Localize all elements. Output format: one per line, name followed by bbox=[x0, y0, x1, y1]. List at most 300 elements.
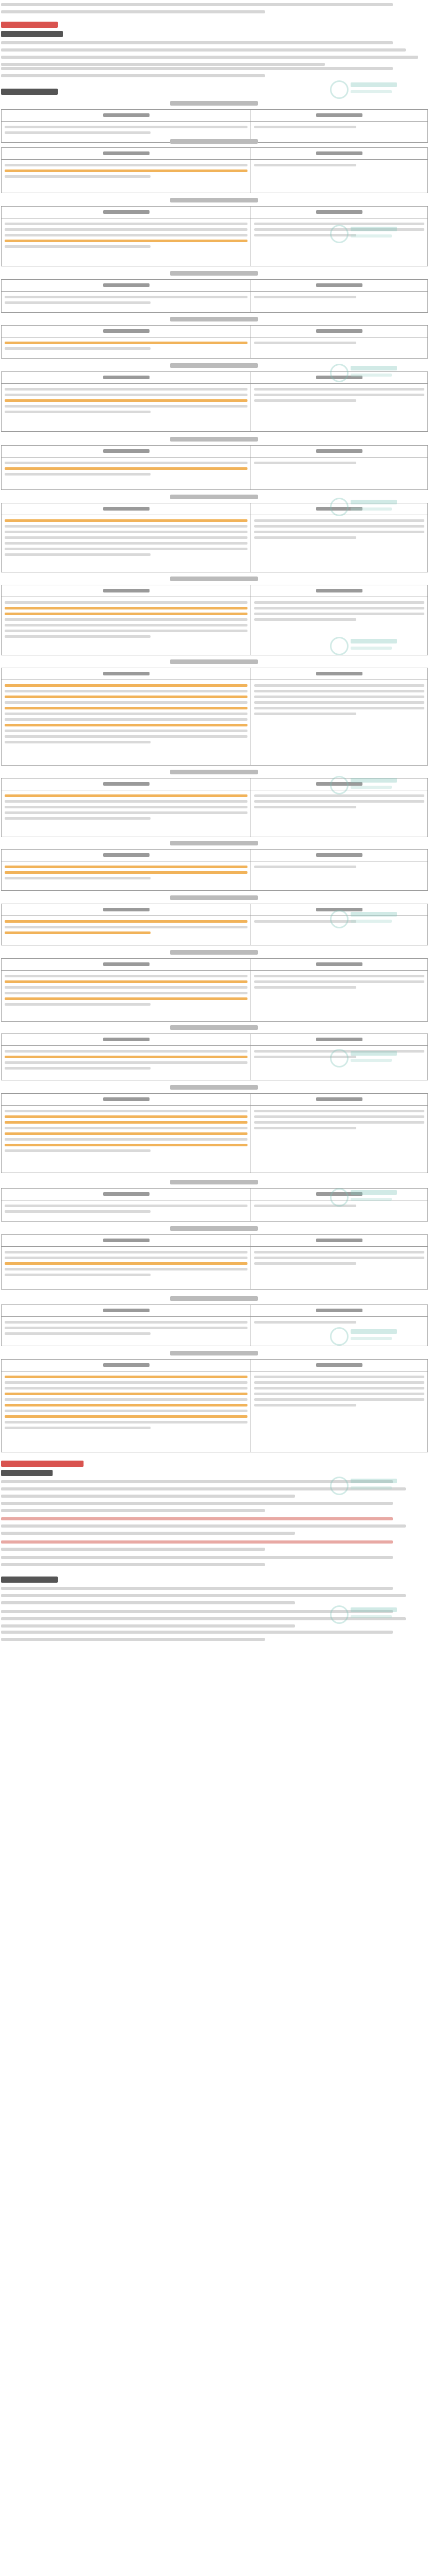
cell-text-line bbox=[5, 1205, 247, 1207]
cell-text-line bbox=[5, 126, 247, 128]
cell-text-line bbox=[254, 713, 356, 715]
change-comparison-table bbox=[1, 849, 428, 891]
cell-text-line bbox=[254, 388, 424, 391]
cell-text-line bbox=[5, 548, 247, 550]
watermark-url bbox=[351, 234, 392, 238]
change-comparison-table bbox=[1, 279, 428, 313]
table-header-row bbox=[2, 280, 428, 292]
cell-text-line bbox=[254, 1127, 356, 1129]
cell-main-change bbox=[2, 218, 251, 266]
text-line bbox=[1, 1509, 265, 1512]
header-interpretation bbox=[251, 850, 428, 861]
table-caption bbox=[170, 950, 258, 955]
header-main-changes bbox=[2, 1305, 251, 1317]
watermark-text bbox=[351, 1479, 397, 1483]
cell-text-line bbox=[5, 601, 247, 604]
watermark-text bbox=[351, 366, 397, 370]
cell-text-line bbox=[254, 975, 424, 977]
watermark-url bbox=[351, 1198, 392, 1201]
header-main-changes bbox=[2, 110, 251, 122]
text-line bbox=[1, 1532, 295, 1535]
header-interpretation bbox=[251, 668, 428, 680]
cell-text-line bbox=[254, 866, 356, 868]
cell-text-line bbox=[5, 1121, 247, 1124]
cell-text-line bbox=[5, 296, 247, 298]
cell-text-line bbox=[254, 519, 424, 522]
header-label bbox=[103, 449, 150, 453]
header-label bbox=[103, 589, 150, 592]
header-label bbox=[103, 113, 150, 117]
watermark-logo-icon bbox=[330, 1605, 349, 1624]
table-row bbox=[2, 337, 428, 359]
cell-text-line bbox=[254, 1321, 356, 1324]
header-label bbox=[316, 329, 362, 333]
cell-text-line bbox=[254, 1110, 424, 1112]
cell-interpretation bbox=[251, 680, 428, 766]
cell-text-line bbox=[5, 741, 151, 743]
table-caption bbox=[170, 1180, 258, 1184]
header-interpretation bbox=[251, 959, 428, 971]
table-caption bbox=[170, 895, 258, 900]
header-label bbox=[103, 962, 150, 966]
cell-text-line bbox=[5, 1110, 247, 1112]
cell-text-line bbox=[5, 866, 247, 868]
cell-text-line bbox=[5, 1262, 247, 1265]
cell-text-line bbox=[5, 553, 151, 556]
change-comparison-table bbox=[1, 1359, 428, 1452]
watermark-url bbox=[351, 647, 392, 650]
watermark-text bbox=[351, 912, 397, 917]
cell-interpretation bbox=[251, 790, 428, 837]
cell-text-line bbox=[5, 997, 247, 1000]
cell-text-line bbox=[5, 388, 247, 391]
text-line bbox=[1, 41, 393, 44]
watermark-logo-icon bbox=[330, 225, 349, 243]
header-label bbox=[103, 151, 150, 155]
table-header-row bbox=[2, 959, 428, 971]
header-main-changes bbox=[2, 326, 251, 337]
cell-main-change bbox=[2, 515, 251, 572]
text-line bbox=[1, 56, 418, 59]
cell-text-line bbox=[254, 690, 424, 692]
cell-text-line bbox=[5, 394, 247, 396]
cell-text-line bbox=[254, 296, 356, 298]
table-header-row bbox=[2, 1360, 428, 1371]
table-header-row bbox=[2, 207, 428, 218]
watermark-logo-icon bbox=[330, 776, 349, 794]
cell-text-line bbox=[5, 607, 247, 609]
change-comparison-table bbox=[1, 668, 428, 766]
cell-text-line bbox=[5, 342, 247, 344]
cell-text-line bbox=[5, 920, 247, 923]
cell-text-line bbox=[5, 811, 247, 814]
table-row bbox=[2, 790, 428, 837]
subsection-heading-3 bbox=[1, 1470, 53, 1476]
change-comparison-table bbox=[1, 109, 428, 143]
watermark-text bbox=[351, 778, 397, 783]
cell-text-line bbox=[5, 926, 247, 928]
cell-text-line bbox=[5, 613, 247, 615]
cell-text-line bbox=[5, 806, 247, 808]
cell-text-line bbox=[5, 519, 247, 522]
cell-text-line bbox=[5, 931, 151, 934]
header-label bbox=[316, 151, 362, 155]
cell-text-line bbox=[5, 975, 247, 977]
header-label bbox=[103, 376, 150, 379]
cell-text-line bbox=[5, 1050, 247, 1053]
table-header-row bbox=[2, 668, 428, 680]
header-label bbox=[103, 210, 150, 214]
section-heading-2 bbox=[1, 1461, 84, 1467]
cell-text-line bbox=[5, 131, 151, 134]
watermark-text bbox=[351, 1329, 397, 1334]
table-row bbox=[2, 1371, 428, 1452]
table-header-row bbox=[2, 446, 428, 457]
watermark-logo-icon bbox=[330, 910, 349, 928]
text-line bbox=[1, 48, 406, 52]
header-label bbox=[316, 1038, 362, 1041]
table-caption bbox=[170, 659, 258, 664]
cell-main-change bbox=[2, 384, 251, 432]
advice-paragraph-8 bbox=[1, 1631, 427, 1645]
cell-text-line bbox=[254, 613, 424, 615]
cell-text-line bbox=[5, 240, 247, 242]
table-caption bbox=[170, 1351, 258, 1355]
table-header-row bbox=[2, 1235, 428, 1247]
cell-text-line bbox=[254, 1121, 424, 1124]
cell-text-line bbox=[5, 175, 151, 178]
advice-paragraph-3 bbox=[1, 1517, 427, 1539]
cell-text-line bbox=[254, 980, 424, 983]
table-header-row bbox=[2, 326, 428, 337]
cell-text-line bbox=[5, 1056, 247, 1058]
text-line bbox=[1, 1638, 265, 1641]
cell-text-line bbox=[254, 607, 424, 609]
text-line bbox=[1, 1631, 393, 1634]
cell-text-line bbox=[5, 794, 247, 797]
cell-main-change bbox=[2, 680, 251, 766]
watermark-text bbox=[351, 227, 397, 231]
text-line bbox=[1, 1563, 265, 1566]
cell-text-line bbox=[5, 1387, 247, 1389]
cell-text-line bbox=[254, 986, 356, 989]
cell-text-line bbox=[5, 1404, 247, 1406]
header-label bbox=[103, 908, 150, 911]
cell-text-line bbox=[5, 536, 247, 539]
cell-main-change bbox=[2, 790, 251, 837]
header-label bbox=[103, 853, 150, 857]
table-header-row bbox=[2, 148, 428, 160]
cell-main-change bbox=[2, 1247, 251, 1290]
table-row bbox=[2, 680, 428, 766]
cell-text-line bbox=[254, 525, 424, 528]
header-label bbox=[103, 283, 150, 287]
cell-main-change bbox=[2, 1371, 251, 1452]
cell-text-line bbox=[5, 1427, 151, 1429]
table-row bbox=[2, 457, 428, 490]
subsection-heading-1 bbox=[1, 31, 63, 37]
cell-text-line bbox=[5, 1210, 151, 1213]
change-comparison-table bbox=[1, 325, 428, 359]
watermark-logo-icon bbox=[330, 637, 349, 655]
cell-interpretation bbox=[251, 160, 428, 193]
cell-text-line bbox=[5, 301, 151, 304]
cell-text-line bbox=[254, 1387, 424, 1389]
table-caption bbox=[170, 363, 258, 368]
cell-text-line bbox=[254, 601, 424, 604]
table-header-row bbox=[2, 850, 428, 861]
watermark-logo-icon bbox=[330, 1188, 349, 1207]
cell-text-line bbox=[254, 800, 424, 803]
watermark-text bbox=[351, 1607, 397, 1612]
cell-text-line bbox=[254, 1381, 424, 1384]
watermark bbox=[330, 361, 402, 384]
header-main-changes bbox=[2, 1034, 251, 1046]
header-interpretation bbox=[251, 1305, 428, 1317]
header-label bbox=[316, 283, 362, 287]
header-interpretation bbox=[251, 1235, 428, 1247]
watermark bbox=[330, 634, 402, 657]
table-caption bbox=[170, 770, 258, 774]
header-label bbox=[103, 1038, 150, 1041]
cell-main-change bbox=[2, 1106, 251, 1173]
watermark bbox=[330, 1324, 402, 1348]
watermark bbox=[330, 495, 402, 518]
header-interpretation bbox=[251, 585, 428, 597]
text-line bbox=[1, 1587, 393, 1590]
watermark-logo-icon bbox=[330, 364, 349, 382]
text-line bbox=[1, 1517, 393, 1520]
table-caption bbox=[170, 577, 258, 581]
watermark-url bbox=[351, 374, 392, 377]
cell-text-line bbox=[5, 992, 247, 994]
subsection-heading-2 bbox=[1, 89, 58, 95]
watermark-url bbox=[351, 1486, 392, 1489]
cell-main-change bbox=[2, 160, 251, 193]
watermark bbox=[330, 907, 402, 930]
cell-text-line bbox=[5, 696, 247, 698]
cell-main-change bbox=[2, 337, 251, 359]
table-row bbox=[2, 1247, 428, 1290]
advice-paragraph-4 bbox=[1, 1540, 427, 1555]
table-caption bbox=[170, 198, 258, 202]
table-row bbox=[2, 384, 428, 432]
watermark-logo-icon bbox=[330, 1477, 349, 1495]
text-line bbox=[1, 3, 393, 6]
header-label bbox=[103, 1239, 150, 1242]
table-caption bbox=[170, 841, 258, 845]
header-main-changes bbox=[2, 280, 251, 292]
cell-text-line bbox=[5, 462, 247, 464]
header-main-changes bbox=[2, 207, 251, 218]
header-label bbox=[103, 1309, 150, 1312]
table-row bbox=[2, 160, 428, 193]
cell-interpretation bbox=[251, 122, 428, 143]
cell-text-line bbox=[254, 684, 424, 687]
cell-text-line bbox=[5, 1410, 247, 1412]
cell-text-line bbox=[5, 624, 247, 626]
cell-text-line bbox=[5, 1398, 247, 1401]
cell-text-line bbox=[5, 630, 247, 632]
header-main-changes bbox=[2, 778, 251, 790]
watermark bbox=[330, 222, 402, 245]
cell-text-line bbox=[254, 806, 356, 808]
header-interpretation bbox=[251, 326, 428, 337]
table-caption bbox=[170, 139, 258, 144]
cell-text-line bbox=[5, 542, 247, 545]
cell-interpretation bbox=[251, 1247, 428, 1290]
cell-text-line bbox=[5, 1144, 247, 1146]
cell-text-line bbox=[5, 525, 247, 528]
cell-text-line bbox=[254, 1262, 356, 1265]
watermark-logo-icon bbox=[330, 1327, 349, 1346]
overview-paragraph bbox=[1, 41, 427, 70]
watermark bbox=[330, 1602, 402, 1626]
cell-text-line bbox=[5, 245, 151, 248]
cell-text-line bbox=[5, 713, 247, 715]
header-label bbox=[103, 329, 150, 333]
header-label bbox=[316, 962, 362, 966]
header-label bbox=[316, 113, 362, 117]
table-caption bbox=[170, 1025, 258, 1030]
cell-text-line bbox=[5, 1257, 247, 1259]
cell-text-line bbox=[5, 1132, 247, 1135]
cell-text-line bbox=[5, 467, 247, 470]
cell-text-line bbox=[5, 735, 247, 738]
header-main-changes bbox=[2, 148, 251, 160]
text-line bbox=[1, 1556, 393, 1559]
cell-interpretation bbox=[251, 971, 428, 1022]
header-label bbox=[316, 1363, 362, 1367]
cell-interpretation bbox=[251, 1106, 428, 1173]
subsection-heading-4 bbox=[1, 1577, 58, 1583]
text-line bbox=[1, 1502, 393, 1505]
change-comparison-table bbox=[1, 1234, 428, 1290]
header-label bbox=[103, 507, 150, 511]
change-comparison-table bbox=[1, 445, 428, 490]
text-line bbox=[1, 1624, 295, 1628]
cell-main-change bbox=[2, 457, 251, 490]
cell-text-line bbox=[254, 707, 424, 709]
cell-text-line bbox=[5, 1127, 247, 1129]
watermark-logo-icon bbox=[330, 80, 349, 99]
header-label bbox=[316, 449, 362, 453]
watermark-url bbox=[351, 786, 392, 789]
cell-text-line bbox=[5, 531, 247, 533]
watermark-logo-icon bbox=[330, 1049, 349, 1067]
watermark-url bbox=[351, 1337, 392, 1340]
cell-text-line bbox=[5, 223, 247, 225]
text-line bbox=[1, 67, 393, 70]
cell-text-line bbox=[254, 1115, 424, 1118]
watermark-url bbox=[351, 920, 392, 923]
change-comparison-table bbox=[1, 147, 428, 193]
watermark bbox=[330, 773, 402, 796]
cell-text-line bbox=[5, 1376, 247, 1378]
cell-main-change bbox=[2, 861, 251, 891]
watermark bbox=[330, 77, 402, 101]
header-label bbox=[316, 672, 362, 675]
cell-interpretation bbox=[251, 861, 428, 891]
cell-text-line bbox=[5, 1393, 247, 1395]
header-interpretation bbox=[251, 148, 428, 160]
cell-text-line bbox=[254, 342, 356, 344]
change-comparison-table bbox=[1, 1093, 428, 1173]
cell-text-line bbox=[254, 536, 356, 539]
header-interpretation bbox=[251, 110, 428, 122]
header-label bbox=[316, 1309, 362, 1312]
cell-text-line bbox=[254, 1257, 424, 1259]
cell-text-line bbox=[5, 1381, 247, 1384]
table-header-row bbox=[2, 585, 428, 597]
cell-text-line bbox=[5, 980, 247, 983]
header-main-changes bbox=[2, 1235, 251, 1247]
cell-text-line bbox=[5, 234, 247, 236]
cell-text-line bbox=[5, 1115, 247, 1118]
cell-text-line bbox=[5, 1327, 247, 1329]
table-caption bbox=[170, 271, 258, 276]
cell-text-line bbox=[254, 1398, 424, 1401]
watermark bbox=[330, 1046, 402, 1070]
text-line bbox=[1, 1548, 265, 1551]
header-main-changes bbox=[2, 1360, 251, 1371]
text-line bbox=[1, 10, 265, 13]
change-comparison-table bbox=[1, 958, 428, 1022]
cell-text-line bbox=[5, 170, 247, 172]
cell-text-line bbox=[5, 1274, 151, 1276]
cell-text-line bbox=[254, 701, 424, 704]
header-label bbox=[103, 782, 150, 786]
cell-text-line bbox=[5, 707, 247, 709]
cell-text-line bbox=[254, 164, 356, 166]
watermark-url bbox=[351, 1615, 392, 1618]
header-main-changes bbox=[2, 850, 251, 861]
header-main-changes bbox=[2, 959, 251, 971]
cell-text-line bbox=[5, 399, 247, 402]
header-interpretation bbox=[251, 1360, 428, 1371]
watermark-text bbox=[351, 82, 397, 87]
cell-text-line bbox=[5, 228, 247, 231]
advice-paragraph-2 bbox=[1, 1502, 427, 1516]
cell-text-line bbox=[5, 986, 247, 989]
cell-text-line bbox=[5, 730, 247, 732]
cell-interpretation bbox=[251, 515, 428, 572]
table-caption bbox=[170, 1085, 258, 1090]
cell-text-line bbox=[5, 1415, 247, 1418]
watermark bbox=[330, 1185, 402, 1209]
section-heading-1 bbox=[1, 22, 58, 28]
header-interpretation bbox=[251, 1094, 428, 1106]
text-line bbox=[1, 1524, 406, 1528]
cell-main-change bbox=[2, 971, 251, 1022]
cell-text-line bbox=[254, 399, 356, 402]
cell-text-line bbox=[5, 1421, 247, 1423]
header-main-changes bbox=[2, 1094, 251, 1106]
header-label bbox=[103, 1363, 150, 1367]
cell-text-line bbox=[254, 394, 424, 396]
cell-text-line bbox=[5, 1138, 247, 1141]
cell-text-line bbox=[5, 635, 151, 638]
cell-main-change bbox=[2, 916, 251, 945]
cell-text-line bbox=[254, 462, 356, 464]
cell-text-line bbox=[254, 531, 424, 533]
cell-text-line bbox=[254, 1376, 424, 1378]
cell-text-line bbox=[5, 1251, 247, 1253]
table-row bbox=[2, 292, 428, 313]
cell-text-line bbox=[5, 347, 151, 350]
cell-text-line bbox=[254, 1404, 356, 1406]
cell-text-line bbox=[5, 164, 247, 166]
